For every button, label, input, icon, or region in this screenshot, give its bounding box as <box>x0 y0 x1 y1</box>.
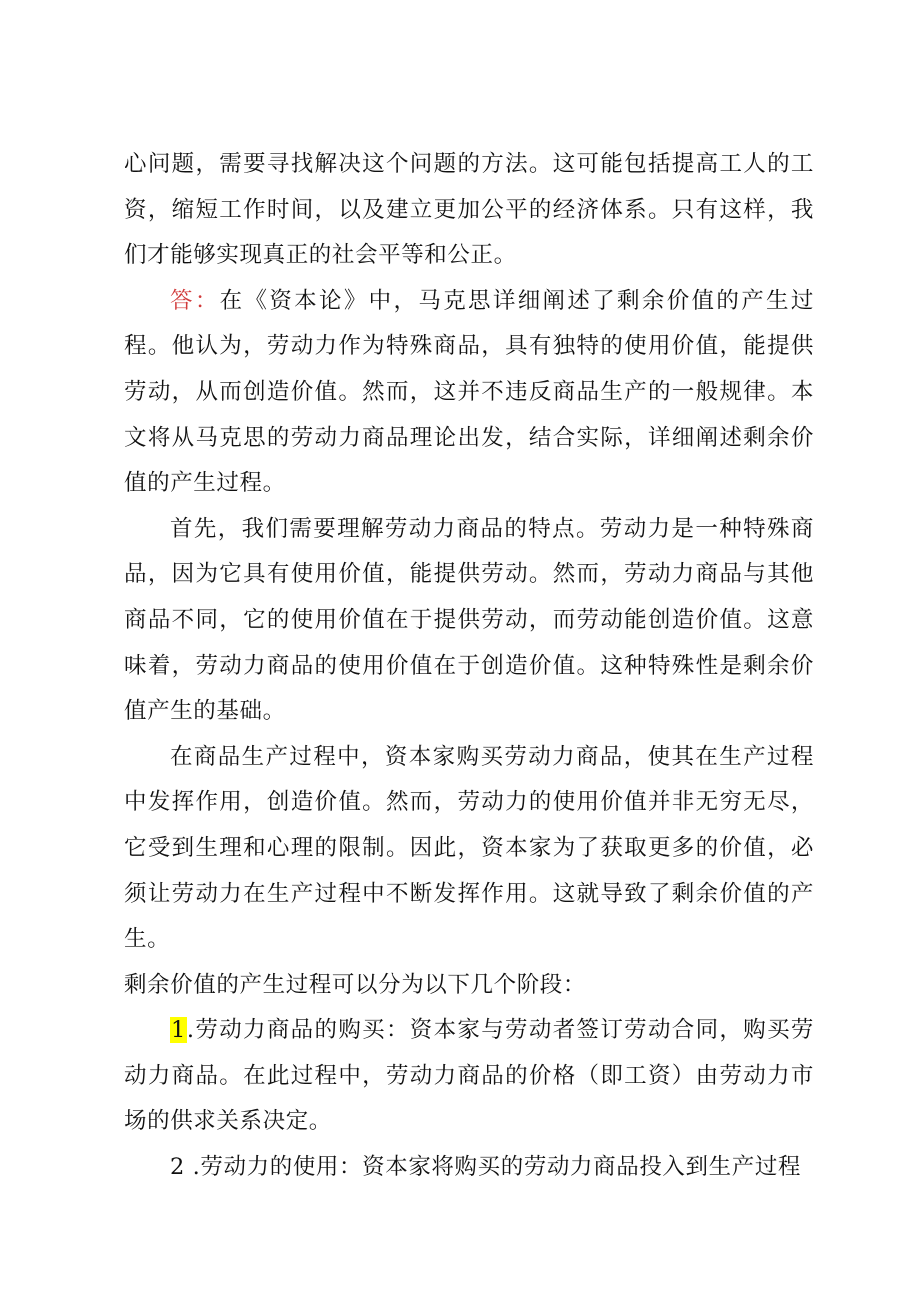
paragraph-answer <box>124 279 814 507</box>
paragraph-labor-commodity: 首先，我们需要理解劳动力商品的特点。劳动力是一种特殊商品，因为它具有使用价值，能提供劳动。然而，劳动力商品与其他商品不同，它的使用价值在于提供劳动，而劳动能创造价值。这意味着，劳动力商品的使用价值在于创造价值。这种特殊性是剩余价值产生的基础。 <box>124 515 814 725</box>
paragraph-production-process: 在商品生产过程中，资本家购买劳动力商品，使其在生产过程中发挥作用，创造价值。然而，劳动力的使用价值并非无穷无尽，它受到生理和心理的限制。因此，资本家为了获取更多的价值，必须让劳动力在生产过程中不断发挥作用。这就导致了剩余价值的产生。 <box>124 743 814 953</box>
stage-2-text: .劳动力的使用：资本家将购买的劳动力商品投入到生产过程 <box>184 1154 802 1181</box>
step-number: 2 <box>170 1154 185 1181</box>
list-item-stage-1 <box>124 1008 814 1145</box>
answer-label: 答： <box>170 287 220 314</box>
highlighted-step-number: 1 <box>171 1017 186 1044</box>
document-body <box>124 142 814 1191</box>
paragraph-continuation: 心问题，需要寻找解决这个问题的方法。这可能包括提高工人的工资，缩短工作时间，以及建立更加公平的经济体系。只有这样，我们才能够实现真正的社会平等和公正。 <box>124 151 814 269</box>
paragraph-stages-intro: 剩余价值的产生过程可以分为以下几个阶段： <box>124 971 587 998</box>
stage-1-text: .劳动力商品的购买：资本家与劳动者签订劳动合同，购买劳动力商品。在此过程中，劳动力商品的价格（即工资）由劳动力市场的供求关系决定。 <box>124 1017 814 1135</box>
answer-text: 在《资本论》中，马克思详细阐述了剩余价值的产生过程。他认为，劳动力作为特殊商品，具有独特的使用价值，能提供劳动，从而创造价值。然而，这并不违反商品生产的一般规律。本文将从马克思的劳动力商品理论出发，结合实际，详细阐述剩余价值的产生过程。 <box>124 287 814 497</box>
list-item-stage-2 <box>124 1145 814 1191</box>
